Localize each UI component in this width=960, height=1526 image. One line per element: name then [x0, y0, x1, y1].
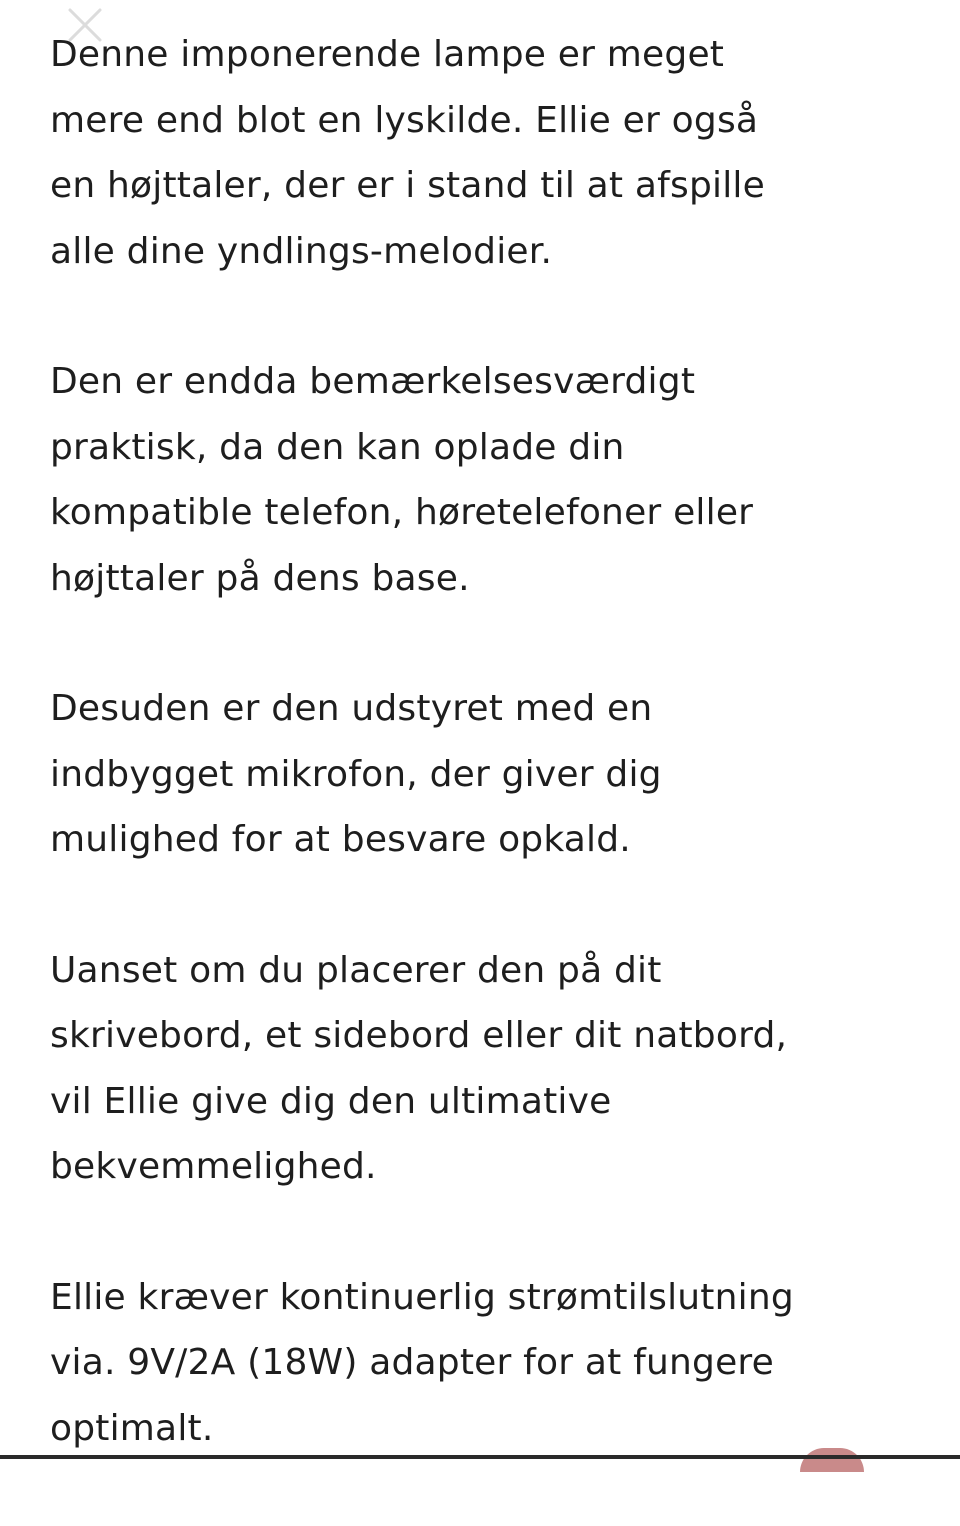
text-line: kompatible telefon, høretelefoner eller: [50, 492, 754, 533]
bottom-divider: [0, 1455, 960, 1459]
product-description: [50, 22, 940, 1526]
text-line: Uanset om du placerer den på dit: [50, 949, 662, 991]
text-line: alle dine yndlings-melodier.: [50, 230, 553, 272]
text-line: vil Ellie give dig den ultimative: [50, 1080, 612, 1122]
paragraph-microphone: [50, 676, 940, 873]
text-line: indbygget mikrofon, der giver dig: [50, 753, 662, 795]
text-line: Den er endda bemærkelsesværdigt: [50, 361, 696, 402]
text-line: Ellie kræver kontinuerlig strømtilslutning: [50, 1276, 794, 1318]
paragraph-power: [50, 1265, 940, 1462]
text-line: bekvemmelighed.: [50, 1146, 377, 1187]
text-line: en højttaler, der er i stand til at afspille: [50, 165, 765, 206]
text-line: Desuden er den udstyret med en: [50, 688, 653, 729]
text-line: mulighed for at besvare opkald.: [50, 819, 631, 860]
paragraph-placement: [50, 938, 940, 1200]
text-line: højttaler på dens base.: [50, 557, 470, 599]
paragraph-charging: [50, 349, 940, 611]
text-line: mere end blot en lyskilde. Ellie er også: [50, 99, 759, 141]
text-line: praktisk, da den kan oplade din: [50, 426, 625, 468]
text-line: skrivebord, et sidebord eller dit natbord,: [50, 1015, 788, 1056]
text-line: via. 9V/2A (18W) adapter for at fungere: [50, 1342, 774, 1383]
text-line: Denne imponerende lampe er meget: [50, 34, 725, 75]
paragraph-intro: [50, 22, 940, 284]
text-line: optimalt.: [50, 1407, 214, 1449]
